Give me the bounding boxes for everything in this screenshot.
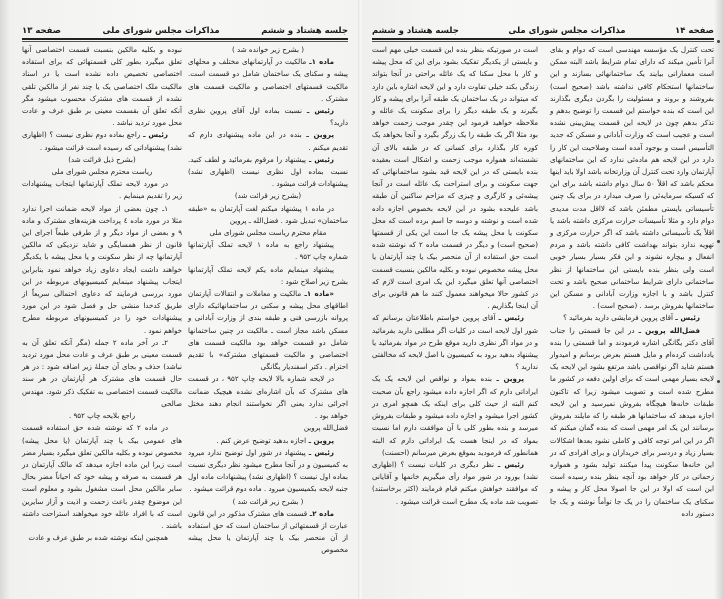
paragraph (188, 56, 348, 105)
paragraph-text: است در صورتیکه بنظر بنده این قسمت خیلی مهم است و بایستی از یکدیگر تفکیک بشود برای این که محل پیشه و کار با محل سکنا که یک عائله براحتی در آنجا بتواند زندگی بکند خیلی تفاوت دارد و این لایحه اشاره باین دارد که میتواند در یک ساختمان یک طبقه آنرا برای پیشه و کار بگیرند و یک طبقه دیگر را برای سکونت یک عائله و ملاحظه خواهید فرمود این چقدر موجب زحمت خواهد بود مثلا اگر یک طبقه را یک زرگر بگیرد و آنجا بخواهد یک کوره کار بگذارد برای کسانی که در طبقه بالای آن نشسته‌اند همواره موجب زحمت و اشکال است بعقیده بنده بایستی که در این لایحه قید بشود ساختمانهائی که جهت سکونت و برای استراحت یک عائله است در آنجا پیشه‌ئی و کارگری و چیزی که مزاحم ساکنین آن طبقه باشد علیحده بشود در این لایحه بخصوص اجازه داده شده است و نوشته و دوسه جا اسم برده است که محل سکونت یا محل پیشه یک جا است این یکی از قسمتها (صحیح است) و دیگر در قسمت ماده ۲ که نوشته شده است حق استفاده از آن منحصر بیک یا چند آپارتمان یا محل پیشه مخصوص نبوده و بکلیه مالکین بنسبت قسمت اختصاصی آنها تعلق میگیرد این یک امری است لازم که در کشور حالا میخواهند معمول کنند ما هم قانونی برای آن اینجا بگذاریم . (372, 45, 539, 311)
paragraph (550, 312, 714, 324)
paragraph (188, 435, 348, 447)
paragraph (22, 154, 182, 166)
header-rule (372, 38, 714, 40)
speaker-label: پروین ـ (492, 374, 524, 384)
page-header (22, 22, 348, 36)
paragraph-text: اجازه بدهید توضیح عرض کنم . (216, 435, 307, 445)
speaker-label: رئیس ـ (305, 154, 334, 164)
speaker-label: رئیس ـ (672, 313, 700, 323)
paragraph-text: تحت کنترل یک مؤسسه مهندسی است که دوام و بقای آنرا تأمین میکند که دارای تمام شرایط باشد البته ممکن است معمارانی بیایند یک ساختمانهائی بسازند و این ساختمانها استحکام کافی نداشته باشد (صحیح است) بفروشند و بروند و مسئولیت را بگردن دیگری بگذارند این است که بنده خواستم این قسمت را توضیح بدهم و تذکر بدهم چون در لایحه این قسمت پیش‌بینی نشده است و عجیب است که وزارت آبادانی و مسکن که جدید التأسیس است و بوجود آمده است وصلاحیت این کار را دارد در این لایحه هم ماده‌ئی ندارد که این ساختمانهای آپارتمان وارد تحت کنترل آن وزارتخانه باشد اولا باید اینها محکم باشد که اقلاً ۵۰ سال دوام داشته باشد برای این که کسیکه سرمایه‌ئی را صرف میدارد در برای یک چنین تأسیساتی بایستی مطمئن باشد که لااقل مدت مدیدی دوام دارد و مثلا تأسیسات حرارت مرکزی داشته باشد یا اقلاً یک تأسیساتی داشته باشد که اگر حرارت مرکزی و تهویه ندارد بتواند بهداشت کافی داشته باشد و مردم انفعال و بیچاره نشوند و این فکر بسیار بسیار خوبی است ولی بنظر بنده بایستی این ساختمانها از نظر ساختمانی دارای شرایط ساختمانی صحیح باشد و تحت کنترل باشد و با اجازه وزارت آبادانی و مسکن این ساختمانها بفروش برسد . (صحیح است) . (549, 45, 714, 311)
paragraph (372, 312, 538, 373)
paragraph (372, 459, 538, 508)
paragraph-text: در این جا قسمتی را جناب آقای دکتر یگانگی اشاره فرمودند و اما قسمتی را بنده یادداشت کرده‌ام و مایل هستم بعرض برسانم و امیدوار هستم شاید اگر نواقصی باشد مرتفع بشود این لایحه یک لایحه بسیار مهمی است که برای اولین دفعه در کشور ما مطرح شده است و تصویب میشود زیرا که تاکنون طبقات خانه‌ها هیچگاه بفروش نمیرسید و این لایحه اجازه میدهد که ساختمانها هر طبقه را که مایلند بفروش برسانند این یک امر مهمی است که بنده گمان میکنم که اگر در این امر توجه کافی و کاملی نشود بعدها اشکالات بسیار زیاد و دردسر برای خریداران و برای افرادی که در این خانه‌ها سکونت پیدا میکنند تولید بشود و همواره زحماتی در کار خواهد بود آنچه بنظر بنده رسیده است این است که اولا در این جا اصولا محل کار و پیشه و سکنای یک ساختمان را در یک جا توأماً نوشته و یک جا دستور داده (550, 325, 714, 518)
speaker-label: رئیس ـ (305, 447, 334, 457)
paragraph-text: آقای پروین فرمایشی دارید بفرمائید ؟ (563, 313, 673, 323)
text-column-right (550, 44, 714, 520)
paragraph (188, 129, 348, 153)
text-column-right (188, 44, 348, 557)
paragraph (188, 44, 348, 56)
speaker-label: پروین ـ (301, 130, 334, 140)
paragraph-text: ( بشرح زیر خوانده شد ) (231, 45, 305, 54)
paragraph (188, 227, 348, 239)
paragraph-text: پیشنهاد مینمایم ماده یکم لایحه تملک آپارتمانها بشرح زیر اصلاح شود : (188, 264, 348, 286)
paragraph (22, 422, 182, 532)
paragraph (22, 532, 182, 544)
paragraph-text: پیشنهاد را مرقوم بفرمائید و لطف کنید. نسبت بماده اول نظری نیست (اظهاری نشد) پیشنهادات قرائت میشود . (188, 154, 348, 189)
paragraph-text: ( بشرح زیر قرائت شد ) (232, 496, 304, 506)
header-rule-thin (372, 41, 714, 42)
paragraph-text: مقام محترم ریاست مجلس شورای ملی (209, 228, 327, 238)
paragraph-text: در ماده ۲ که نوشته شده حق استفاده قسمت های عمومی بیک یا چند آپارتمان (یا محل پیشه) مخصوص نبوده و بکلیه مالکین تعلق میگیرد بسیار مضر است زیرا این ماده اجازه میدهد که مالک آپارتمان در هر قسمت به صرفه و پیشه خود که احیاناً مضر بحال سایر مالکین محل است مشغول بشود و معلوم است این موضوع چقدر باعث زحمت و اذیت و آزار سایرین است که با افراد عائله خود میخواهند استراحت داشته باشند . (22, 423, 182, 530)
paragraph (22, 337, 182, 410)
paragraph-text: نسبت بماده اول آقای پروین نظری دارید؟ (188, 106, 348, 128)
paragraph-text: فضل‌الله پروین (303, 423, 348, 433)
paragraph-text: مالکیت در آپارتمانهای مختلف و محلهای پیشه و سکنای یک ساختمان شامل دو قسمت است. مالکیت قسمتهای اختصاصی و مالکیت قسمت های مشترک . (188, 57, 348, 103)
paragraph-text: در لایحه شماره بالا لایحه چاپ ۹۵۲ ، در قسمت های مشترک که بآن اشاره‌ای نشده هیچیک ضمانت اجرائی ندارد یعنی اگر نخواستند انجام دهند مختل خواهد بود . (188, 374, 348, 421)
left-page (0, 0, 360, 599)
paragraph (22, 129, 182, 153)
paragraph-text: قسمت های مشترک مذکور در این قانون عبارت از قسمتهائی از ساختمان است که حق استفاده از آن منحصر بیک یا چند آپارتمان یا محل پیشه مخصوص (188, 508, 348, 555)
paragraph-text: ۲ـ در آخر ماده ۲ جمله (مگر آنکه تعلق آن به قسمت معینی بر طبق عرف و عادت محل مورد تردید نباشد) حذف و بجای آن جملهٔ زیر اضافه شود : در هر حال قسمت های مشترک هر آپارتمان در هر سند مالکیت قسمت اختصاصی به تفکیک ذکر شود. مهندس صالحی (22, 337, 182, 408)
paragraph (22, 203, 182, 337)
paragraph (188, 447, 348, 496)
speaker-label: رئیس ـ (301, 106, 334, 116)
paragraph-text: در ماده ۱ پیشنهاد میکنم لغت آپارتمان به «طبقه ساختمان» تبدیل شود . فضل‌الله ـ پروین (188, 203, 348, 225)
paragraph (188, 239, 348, 263)
paragraph (22, 178, 182, 202)
publication-title: مذاکرات مجلس شورای ملی (102, 26, 220, 36)
paragraph (372, 44, 538, 312)
speaker-label: فضل‌الله پروین ـ (634, 325, 700, 335)
text-column-left (22, 44, 182, 544)
paragraph (550, 44, 714, 312)
paragraph (188, 422, 348, 434)
paragraph (188, 508, 348, 557)
right-page (362, 0, 724, 599)
paragraph (22, 410, 182, 422)
paragraph (188, 496, 348, 508)
paragraph-text: پیشنهاد راجع به ماده ۱ لایحه تملک آپارتمانها شماره چاپ ۹۵۲ . (188, 240, 348, 262)
page-number: صفحه ۱۴ (675, 26, 714, 36)
speaker-label: رئیس ـ (140, 130, 168, 140)
paragraph-text: بنده بمواد و نواقص این لایحه یک یک ایراداتی دارم که اگر اجازه داده میشود راجع بآن صحبت کنم البته از حیث کلی برای اینکه یک همچو امری در کشور اجرا میشود و اجازه داده میشود و طبقات بفروش میرسد و بنده بطور کلی با آن موافقت دارم اما نسبت بمواد که در اینجا هست یک ایراداتی دارم که البته همانطور که فرمودید بموقع بعرض میرسانم (احسنت) (372, 374, 538, 457)
paragraph-text: (بشرح زیر قرائت شد) (234, 191, 302, 201)
paragraph (550, 325, 714, 520)
paragraph-text: نبوده و بکلیه مالکین بنسبت قسمت اختصاصی آنها تعلق میگیرد بطور کلی قسمتهائی که برای استفاده اختصاصی تخصیص داده نشده است یا در اسناد مالکیت ملک اختصاصی یک یا چند نفر از مالکین تلقی نشده از قسمت های مشترک محسوب میشود مگر آنکه تعلق آن بقسمت معینی بر طبق عرف و عادت محل مورد تردید نباشد . (22, 45, 182, 128)
paragraph (188, 105, 348, 129)
paragraph (188, 154, 348, 191)
speaker-label: پروین ـ (306, 435, 334, 445)
paragraph-text: در مورد لایحه تملک آپارتمانها ایتجاب پیشنهادات زیر را تقدیم مینمایم . (22, 179, 182, 201)
speaker-label: ماده ۲ـ (307, 508, 334, 518)
paragraph (188, 264, 348, 288)
text-column-left (372, 44, 538, 508)
paragraph (22, 166, 182, 178)
speaker-label: رئیس ـ (495, 313, 524, 323)
page-header (372, 22, 714, 36)
paragraph (188, 288, 348, 373)
paragraph (188, 203, 348, 227)
header-rule (22, 38, 348, 40)
paragraph-text: نظر دیگری در کلیات نیست ؟ (اظهاری نشد) بورود در شور مواد رأی میگیریم خانمها و آقایانی که موافقند خواهش میکنم قیام فرمایند (اکثر برخاستند) تصویب شد ماده یک مطرح است قرائت میشود . (372, 459, 538, 506)
speaker-label: «ماده ۱ـ (301, 289, 334, 299)
paragraph-text: بنده در این ماده پیشنهادی دارم که تقدیم میکنم . (188, 130, 348, 152)
paragraph-text: مالکیت و معاملات و انتقالات آپارتمان اطاقهای محل پیشه و سکنی در ساختمانهائیکه دارای پروانه بازرسی فنی و طبقه بندی از وزارت آبادانی و مسکن باشد مجاز است ـ مالکیت در چنین ساختمانها شامل دو قسمت خواهد بود مالکیت قسمت های اختصاصی و مالکیت قسمتهای مشترکه» با تقدیم احترام . دکتر اسفندیار یگانگی (188, 289, 348, 372)
session-label: جلسه هشتاد و ششم (372, 26, 459, 36)
paragraph-text: راجع بماده دوم نظری نیست ؟ (اظهاری نشد) پیشنهاداتی که رسیده است قرائت میشود . (22, 130, 182, 152)
paragraph (22, 44, 182, 129)
paragraph (188, 190, 348, 202)
paragraph-text: همچنین اینکه نوشته شده بر طبق عرف و عادت (28, 533, 168, 543)
paragraph-text: آقای پروین خواستم باطلاعتان برسانم که شور اول لایحه است در کلیات اگر مطلبی دارید بفرمائید و در مواد اگر نظری دارید موقع طرح در مواد بفرمائید یا پیشنهاد بدهید برود به کمیسیون با اصل لایحه که مخالفتی ندارید ؟ (372, 313, 538, 372)
scan-artifact-dot (717, 40, 720, 43)
page-number: صفحه ۱۳ (22, 26, 61, 36)
page-edge-shadow (0, 0, 10, 599)
header-rule-thin (22, 41, 348, 42)
scan-artifact-dot (717, 380, 720, 383)
paragraph (372, 373, 538, 458)
publication-title: مذاکرات مجلس شورای ملی (508, 26, 626, 36)
paragraph (188, 373, 348, 422)
paragraph-text: ریاست محترم مجلس شورای ملی (51, 167, 153, 177)
paragraph-text: راجع بلایحه چاپ ۹۵۲ . (68, 411, 136, 421)
paragraph-text: (بشرح ذیل قرائت شد) (68, 154, 136, 164)
scan-artifact-dot (717, 240, 720, 243)
speaker-label: رئیس ـ (493, 459, 524, 469)
speaker-label: ماده ۱ـ (306, 57, 334, 67)
paragraph-text: ۱ـ چون بعضی از مواد لایحه ضمانت اجرا ندارد مثلا در مورد ماده ٤ پرداخت هزینه‌های مشترک و ماده ۹ و بعضی از مواد دیگر و از طرفی طبعاً اجرای این قانون از نظر همسایگی و شاید نزدیکی که مالکین آپارتمانها چه از نظر سکونت و یا محل پیشه با یکدیگر خواهند داشت ایجاد دعاوی زیاد خواهد نمود بنابراین ایتجاب پیشنهاد مینمایم کمیسیونهای مربوطه در این مورد بررسی فرمایند که دعاوی احتمالی سریعاً از طریق کدخدا منشی حل و فصل شود در این مورد پیشنهادات خود را در کمیسیونهای مربوطه مطرح خواهم نمود . (22, 203, 182, 335)
page-edge-shadow (714, 0, 724, 599)
session-label: جلسه هشتاد و ششم (261, 26, 348, 36)
paragraph-text: پیشنهاد در شور اول توضیح ندارد میرود به کمیسیون و در آنجا مطرح میشود نظر دیگری نسبت بماده اول نیست ؟ (اظهاری نشد) پیشنهادات ماده اول جنبه لایحه بکمیسیون میرود . ماده دوم قرائت میشود . (188, 447, 348, 494)
